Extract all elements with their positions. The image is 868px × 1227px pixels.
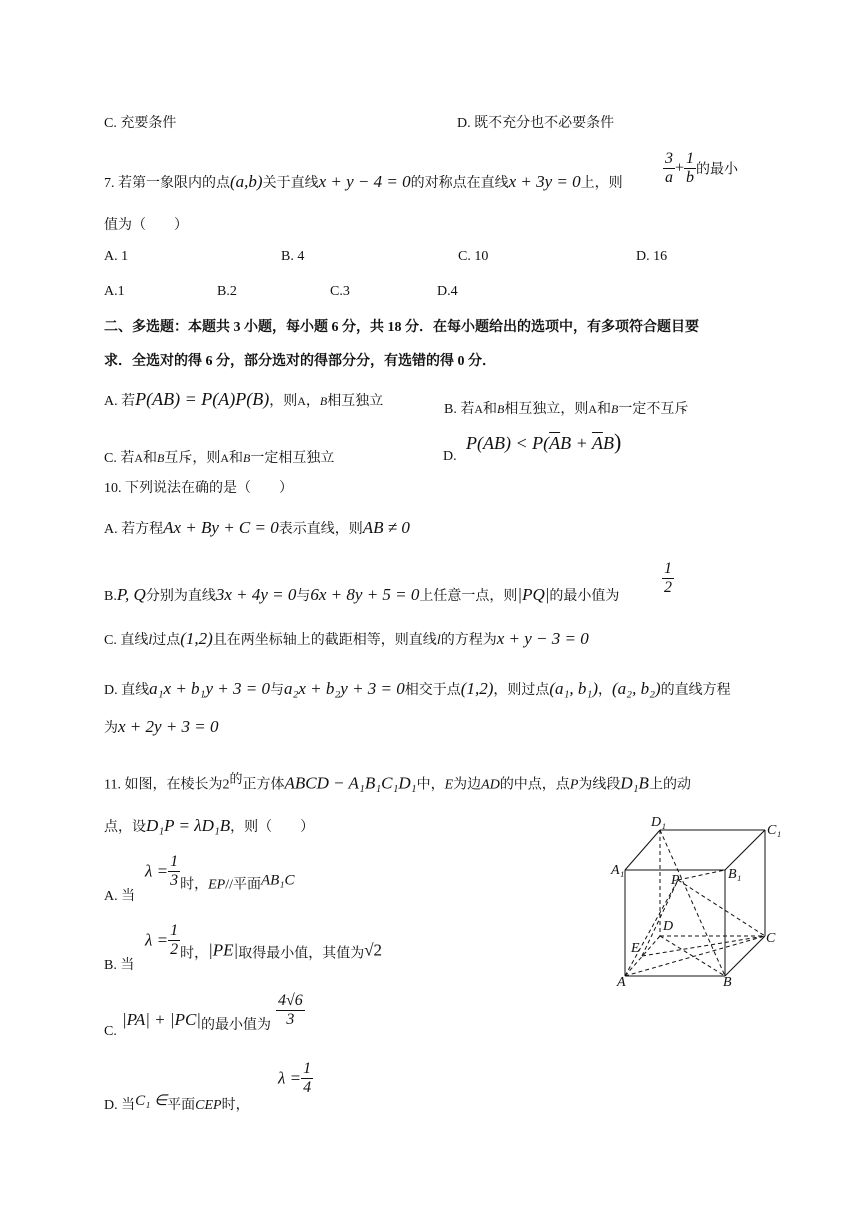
cube-figure [605, 808, 785, 988]
q7-option-b: B. 4 [281, 249, 305, 264]
q9-b-and2: 和 [597, 402, 612, 417]
q11-d-prefix: D. 当 [104, 1098, 136, 1113]
question-7-line1 [104, 172, 623, 192]
q7-text3: 上，则 [580, 176, 623, 191]
q11-option-a [145, 853, 295, 894]
q10-option-d-line2 [104, 717, 219, 737]
q11-prefix: 11. 如图，在棱长为 [104, 777, 223, 793]
q9-option-b [444, 398, 688, 418]
q10-d-line2: a₂x + b₂y + 3 = 0 [283, 679, 405, 698]
q10-d-text2: 相交于点 [404, 683, 461, 698]
q9-option-a [104, 389, 383, 410]
q11-a-plane: AB₁C [260, 872, 295, 889]
q9-a-event-b: B [319, 394, 328, 408]
q10-b-line1: 3x + 4y = 0 [215, 585, 297, 604]
q7-option2-c: C.3 [330, 284, 350, 299]
q11-a-ep: EP [208, 877, 226, 893]
q9-a-text2: 相互独立 [327, 394, 384, 409]
q7-expression [663, 150, 738, 187]
q11-P: P [569, 777, 579, 793]
q10-d-point: (1,2) [460, 679, 494, 698]
q9-option-c [104, 447, 334, 467]
q7-option-d: D. 16 [636, 249, 668, 264]
q10-b-fraction: $\frac{1}{2}$ [664, 560, 672, 596]
q7-option2-a: A.1 [104, 284, 125, 299]
q10-c-prefix: C. 直线 [104, 633, 149, 648]
q11-d-text1: 平面 [167, 1098, 196, 1113]
q7-line2: x + 3y = 0 [508, 172, 581, 191]
label-e: E [631, 941, 640, 956]
q9-c-event-b: B [157, 451, 165, 465]
q7-fraction-3-a: $\frac{3}{a}$ [665, 150, 673, 186]
q11-b-fraction: $\frac{1}{2}$ [170, 922, 179, 958]
q7-option-c: C. 10 [458, 249, 489, 264]
q11-c-fraction: $\frac{4√6}{3}$ [278, 992, 303, 1028]
q11-l2-post: ，则（ ） [230, 820, 315, 835]
q10-d-prefix: D. 直线 [104, 683, 150, 698]
q11-c-text1: 的最小值为 [200, 1018, 271, 1033]
q11-text1: 的 [229, 771, 243, 786]
q11-b-abs: |PE| [208, 940, 239, 960]
q10-b-abs: |PQ| [517, 585, 550, 604]
q9-b-prefix: B. 若 [444, 402, 475, 417]
q11-text4: 为边 [453, 777, 482, 793]
section2-heading-line2: 求．全选对的得 6 分，部分选对的得部分分，有选错的得 0 分． [104, 354, 496, 369]
q9-d-b2: B [602, 433, 614, 453]
q9-c-text: 互斥，则 [164, 451, 221, 466]
q11-c-expression: |PA| + |PC| [122, 1010, 201, 1029]
q11-a-text2: //平面 [225, 877, 261, 893]
q10-option-b [104, 585, 619, 605]
q9-b-event-a2: A [588, 402, 598, 416]
q11-cube: ABCD − A₁B₁C₁D₁ [284, 773, 417, 793]
q9-a-sep: ， [305, 394, 320, 409]
q7-option2-b: B.2 [217, 284, 237, 299]
q9-b-text: 相互独立，则 [504, 402, 589, 417]
label-d: D [663, 919, 674, 934]
q11-d-lambda: λ = $\frac{1}{4}$ [278, 1060, 312, 1096]
q9-c-and: 和 [143, 451, 158, 466]
q9-d-formula-part1: P(AB) < P( [466, 433, 550, 453]
q11-l2-equation: D₁P = λD₁B [146, 816, 231, 835]
q11-option-b-prefix: B. 当 [104, 958, 135, 973]
label-d1: D₁ [651, 815, 666, 830]
q9-c-and2: 和 [229, 451, 244, 466]
q11-edge: 2 [222, 777, 230, 793]
label-b1: B₁ [728, 867, 742, 882]
q10-d-text1: 与 [269, 683, 284, 698]
q11-d-text2: 时， [221, 1098, 250, 1113]
q7-point: (a,b) [230, 172, 263, 191]
q10-c-l: l [148, 633, 153, 648]
q10-b-pq: P, Q [116, 585, 146, 604]
q11-d-c1: C₁ ∈ [135, 1093, 168, 1109]
q10-c-l2: l [436, 633, 441, 648]
q11-b-text2: 取得最小值，其值为 [238, 946, 365, 962]
q11-AD: AD [481, 777, 500, 793]
q10-c-text3: 的方程为 [440, 633, 497, 648]
q7-line2: 值为（ ） [104, 218, 188, 233]
label-b: B [723, 975, 732, 988]
question-10-title: 10. 下列说法在确的是（ ） [104, 481, 293, 496]
q10-b-text3: 上任意一点，则 [419, 589, 518, 604]
q10-b-line2: 6x + 8y + 5 = 0 [310, 585, 420, 604]
q10-a-equation: Ax + By + C = 0 [163, 518, 279, 537]
question-11-line1 [104, 768, 691, 794]
q9-option-d-formula [466, 429, 621, 455]
q9-a-event-a: A [297, 394, 306, 408]
q11-a-text1: 时， [180, 877, 209, 893]
q9-b-event-b: B [497, 402, 505, 416]
q10-b-text4: 的最小值为 [549, 589, 620, 604]
q9-a-formula: P(AB) = P(A)P(B) [135, 389, 270, 409]
q7-text4: 的最小 [696, 162, 739, 178]
q11-b-lambda: λ = [145, 930, 169, 950]
option-c-prev: C. 充要条件 [104, 116, 177, 131]
q11-option-b [145, 922, 382, 963]
q10-c-equation: x + y − 3 = 0 [496, 629, 589, 648]
q11-segment: D₁B [620, 773, 649, 793]
q11-b-value: √2 [364, 940, 383, 960]
q10-d-text4: 的直线方程 [660, 683, 731, 698]
question-11-line2 [104, 816, 314, 836]
q11-option-a-prefix: A. 当 [104, 889, 136, 904]
q9-option-d-prefix: D. [443, 449, 457, 464]
option-d-prev: D. 既不充分也不必要条件 [457, 116, 615, 131]
q10-option-d [104, 679, 731, 699]
q11-text7: 上的动 [648, 777, 691, 793]
q9-d-a2: $\overline{A}$ [591, 433, 603, 453]
q10-d-line1: a₁x + b₁y + 3 = 0 [149, 679, 270, 698]
q11-option-c-prefix: C. [104, 1024, 117, 1039]
q9-c-event-a: A [134, 451, 144, 465]
q11-l2-prefix: 点，设 [104, 820, 146, 835]
label-c: C [766, 931, 776, 946]
q11-text3: 中， [416, 777, 445, 793]
q10-d-text3: ，则过点 [493, 683, 550, 698]
q7-fraction-1-b: $\frac{1}{b}$ [686, 150, 695, 186]
q11-option-d [104, 1091, 250, 1114]
q9-c-event-b2: B [243, 451, 251, 465]
q9-b-end: 一定不互斥 [618, 402, 689, 417]
q9-d-plus: + [571, 433, 592, 453]
q10-a-prefix: A. 若方程 [104, 522, 164, 537]
q9-d-a-bar: $\overline{A}$ [549, 433, 561, 453]
q9-b-and: 和 [483, 402, 498, 417]
q7-option2-d: D.4 [437, 284, 458, 299]
q9-c-event-a2: A [220, 451, 230, 465]
q9-a-text1: ，则 [269, 394, 298, 409]
q11-text5: 的中点，点 [499, 777, 570, 793]
label-a1: A₁ [611, 863, 625, 878]
q9-d-b: B [560, 433, 572, 453]
q10-d-point1: (a₁, b₁) [549, 679, 599, 698]
label-p: P [671, 873, 680, 888]
q10-b-text2: 与 [296, 589, 311, 604]
q7-line1: x + y − 4 = 0 [318, 172, 411, 191]
q9-b-event-b2: B [611, 402, 619, 416]
q10-b-prefix: B. [104, 589, 117, 604]
q10-d-sep: ， [598, 683, 613, 698]
q9-d-close: ) [613, 429, 622, 454]
q10-c-point: (1,2) [180, 629, 213, 648]
q10-c-text1: 过点 [152, 633, 181, 648]
q10-b-text1: 分别为直线 [145, 589, 216, 604]
q11-a-fraction: $\frac{1}{3}$ [170, 853, 179, 889]
q11-text2: 正方体 [242, 777, 285, 793]
q9-a-prefix: A. 若 [104, 394, 136, 409]
q9-c-prefix: C. 若 [104, 451, 135, 466]
q10-option-c [104, 629, 589, 649]
q9-c-end: 一定相互独立 [250, 451, 335, 466]
q10-a-text: 表示直线，则 [278, 522, 363, 537]
q11-d-cep: CEP [195, 1098, 222, 1113]
q10-d-point2: (a₂, b₂) [612, 679, 661, 698]
q11-a-lambda: λ = [145, 861, 169, 881]
q10-a-condition: AB ≠ 0 [362, 518, 410, 537]
q11-E: E [444, 777, 454, 793]
q10-option-a [104, 518, 410, 538]
q11-text6: 为线段 [578, 777, 621, 793]
q10-c-text2: 且在两坐标轴上的截距相等，则直线 [212, 633, 437, 648]
q7-number: 7. 若第一象限内的点 [104, 176, 230, 191]
q7-text2: 的对称点在直线 [410, 176, 509, 191]
q11-option-c [122, 1010, 271, 1034]
q7-plus: + [675, 159, 685, 177]
q11-b-text1: 时， [180, 946, 209, 962]
label-c1: C₁ [767, 823, 782, 838]
q7-option-a: A. 1 [104, 249, 129, 264]
q9-b-event-a: A [474, 402, 484, 416]
label-a: A [617, 975, 626, 988]
q10-d-text5: 为 [104, 721, 118, 736]
section2-heading-line1: 二、多选题：本题共 3 小题，每小题 6 分，共 18 分．在每小题给出的选项中，有多项符合题目要 [104, 320, 699, 335]
q10-d-equation: x + 2y + 3 = 0 [118, 717, 219, 736]
q7-text1: 关于直线 [262, 176, 319, 191]
